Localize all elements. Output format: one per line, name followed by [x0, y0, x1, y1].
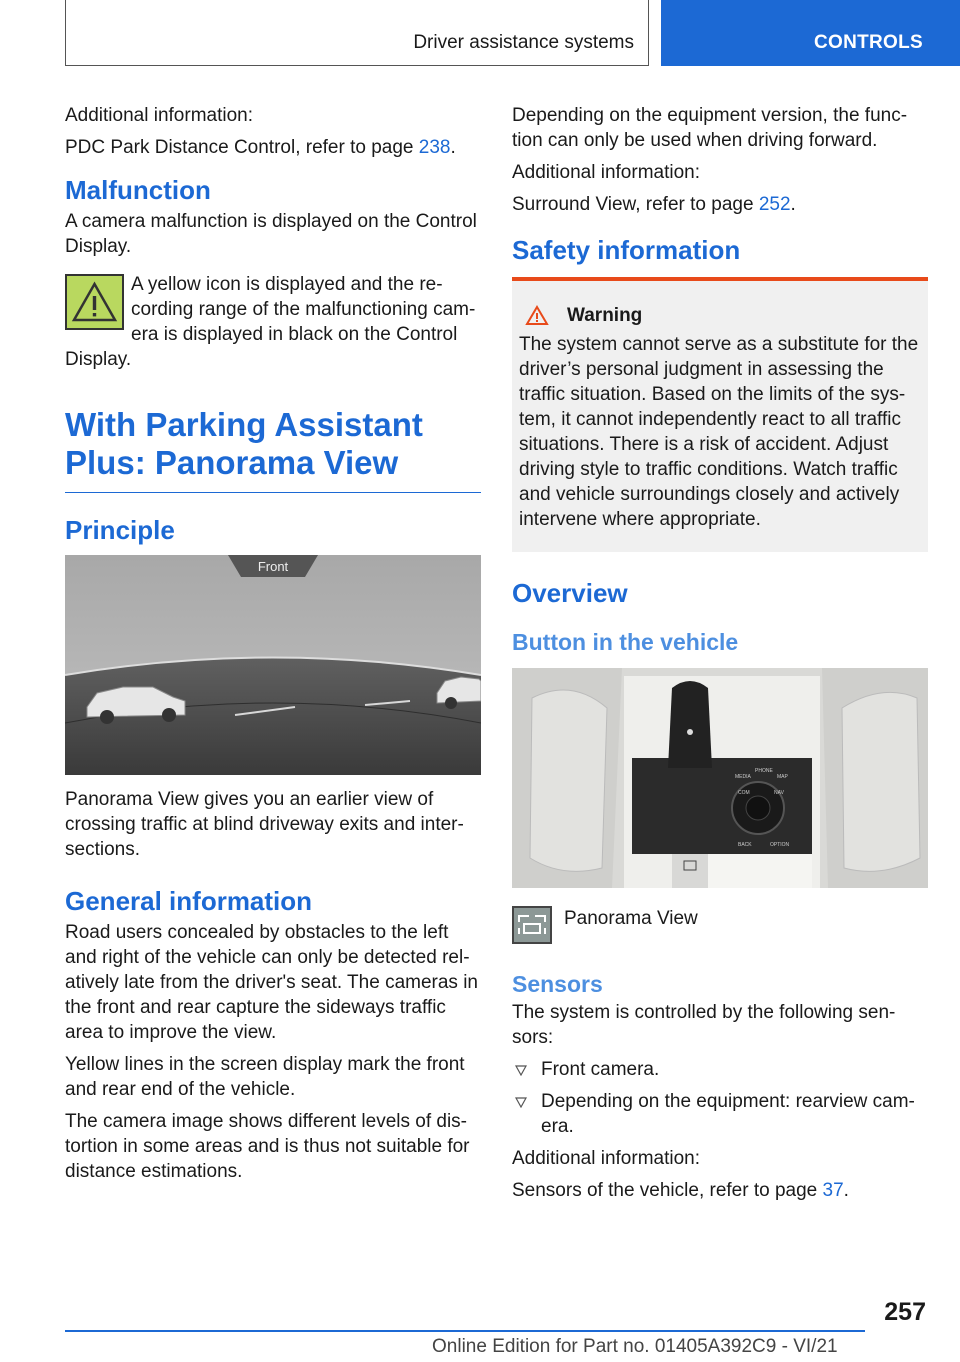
warning-box	[512, 277, 928, 552]
principle-text: Panorama View gives you an earlier view of crossing traffic at blind driveway exits and inter-sections.	[65, 789, 464, 860]
sensors-reference: Sensors of the vehicle, refer to page 37.	[512, 1180, 849, 1201]
general-information-heading: General information	[65, 886, 313, 916]
console-label-nav: NAV	[774, 790, 784, 796]
page-link-238[interactable]: 238	[418, 137, 451, 158]
additional-info-label-sensors: Additional information:	[512, 1148, 700, 1169]
button-in-vehicle-heading: Button in the vehicle	[512, 629, 739, 655]
footer-rule	[65, 1330, 865, 1332]
right-column	[512, 103, 928, 1210]
console-label-option: OPTION	[770, 842, 790, 848]
triangle-bullet-icon	[515, 1097, 527, 1108]
console-label-com: COM	[738, 790, 750, 796]
additional-info-label: Additional information:	[65, 105, 253, 126]
sensors-text: The system is controlled by the following sen-sors:	[512, 1002, 896, 1048]
panorama-view-screen-image	[65, 555, 481, 775]
console-label-back: BACK	[738, 842, 752, 848]
surround-view-reference: Surround View, refer to page 252.	[512, 194, 796, 215]
header-section-title: Driver assistance systems	[413, 32, 634, 53]
panorama-view-button-row	[512, 906, 928, 948]
page-number: 257	[884, 1298, 926, 1326]
safety-information-heading: Safety information	[512, 235, 741, 265]
additional-info-label-right: Additional information:	[512, 162, 700, 183]
panorama-view-button-icon[interactable]	[512, 906, 552, 944]
center-console-image	[512, 668, 928, 888]
sensors-list	[512, 1057, 928, 1139]
overview-heading: Overview	[512, 578, 628, 608]
warning-title-row	[519, 303, 921, 328]
console-label-phone: PHONE	[755, 768, 773, 774]
yellow-icon-paragraph	[65, 272, 481, 372]
console-label-map: MAP	[777, 774, 788, 780]
malfunction-heading: Malfunction	[65, 175, 211, 205]
malfunction-text: A camera malfunction is displayed on the Control Display.	[65, 211, 477, 257]
general-paragraph-3: The camera image shows different levels of dis-tortion in some areas and is thus not suitable for distance estimations.	[65, 1111, 470, 1182]
sensors-heading: Sensors	[512, 971, 603, 997]
general-paragraph-2: Yellow lines in the screen display mark the front and rear end of the vehicle.	[65, 1054, 465, 1100]
camera-malfunction-warning-icon	[65, 274, 124, 330]
triangle-bullet-icon	[515, 1065, 527, 1076]
warning-text: The system cannot serve as a substitute for the driver’s personal judgment in assessing the traffic situation. Based on the limits of the sys-tem, it cannot independently react to all traffic situations. There is a risk of accident. Adjust driving style to traffic conditions. Watch traffic and vehicle surroundings closely and actively intervene where appropriate.	[519, 334, 919, 530]
panorama-view-label: Panorama View	[564, 908, 698, 929]
footer-edition-text: Online Edition for Part no. 01405A392C9 - VI/21	[432, 1336, 838, 1357]
warning-triangle-icon	[525, 305, 549, 326]
console-label-media: MEDIA	[735, 774, 751, 780]
list-item: Depending on the equipment: rearview cam-era.	[512, 1089, 928, 1139]
yellow-icon-text: A yellow icon is displayed and the re-cording range of the malfunctioning cam-era is displayed in black on the Control Display.	[65, 274, 476, 370]
screen-front-label: Front	[257, 559, 289, 574]
list-item: Front camera.	[512, 1057, 928, 1082]
forward-only-text: Depending on the equipment version, the func-tion can only be used when driving forward.	[512, 105, 908, 151]
header-chapter-tab[interactable]	[661, 0, 960, 66]
header-tab-label: CONTROLS	[814, 32, 924, 53]
chapter-heading: With Parking Assistant Plus: Panorama View	[65, 406, 481, 493]
page-link-37[interactable]: 37	[822, 1180, 844, 1201]
page-link-252[interactable]: 252	[758, 194, 791, 215]
pdc-reference: PDC Park Distance Control, refer to page 238.	[65, 137, 456, 158]
general-paragraph-1: Road users concealed by obstacles to the left and right of the vehicle can only be detected rel-atively late from the driver's seat. The cameras in the front and rear capture the sideways traffic area to improve the view.	[65, 922, 478, 1043]
left-column	[65, 103, 481, 1191]
header-section-box	[65, 0, 649, 66]
warning-title: Warning	[567, 305, 643, 326]
principle-heading: Principle	[65, 515, 175, 545]
